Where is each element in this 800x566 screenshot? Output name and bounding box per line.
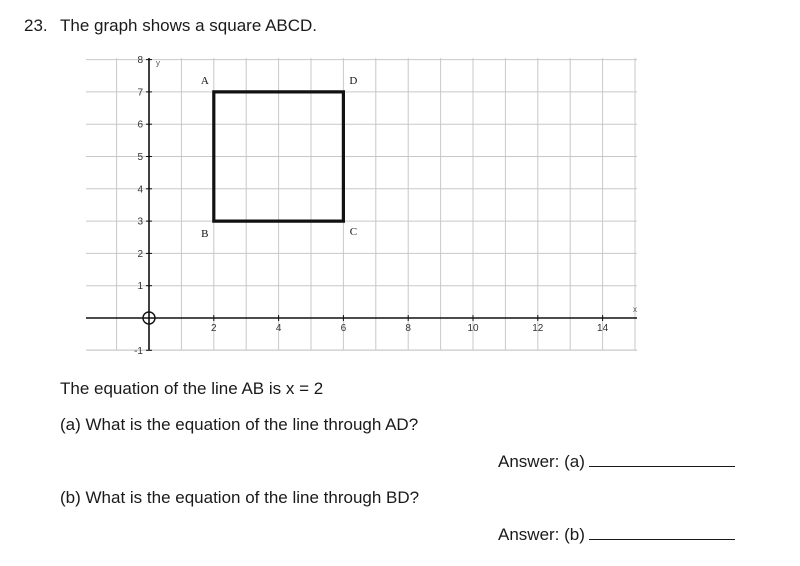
y-tick-label: 2	[137, 248, 143, 260]
answer-a-label: Answer: (a)	[498, 452, 585, 471]
question-part-b: (b) What is the equation of the line through BD?	[60, 488, 420, 507]
vertex-label-c: C	[349, 226, 358, 239]
origin-label: 0	[135, 323, 141, 333]
question-part-a: (a) What is the equation of the line through AD?	[60, 415, 419, 434]
answer-a-field[interactable]	[589, 452, 735, 467]
x-tick-label: 6	[340, 323, 347, 334]
grid	[86, 58, 637, 350]
question-prompt: The graph shows a square ABCD.	[60, 16, 318, 35]
y-tick-label: -1	[134, 345, 143, 357]
y-tick-label: 7	[137, 87, 143, 99]
axes	[86, 58, 637, 350]
y-tick-label: 5	[137, 152, 143, 163]
question-number: 23.	[24, 16, 48, 35]
x-tick-label: 14	[597, 323, 609, 334]
x-tick-label: 12	[532, 323, 544, 334]
y-tick-label: 6	[137, 119, 143, 131]
y-axis-label: y	[156, 58, 160, 68]
answer-b-field[interactable]	[589, 525, 735, 540]
x-tick-label: 10	[467, 323, 479, 334]
vertex-labels	[201, 75, 358, 240]
x-tick-label: 8	[405, 323, 411, 334]
vertex-label-d: D	[349, 74, 358, 87]
x-tick-label: 2	[211, 323, 217, 334]
x-tick-label: 4	[275, 323, 282, 334]
x-axis-label: x	[633, 305, 637, 314]
answer-a	[498, 452, 735, 472]
line-ab-statement: The equation of the line AB is x = 2	[60, 379, 324, 398]
y-tick-label: 3	[137, 216, 143, 228]
y-tick-label: 1	[137, 281, 143, 293]
y-tick-label: 8	[137, 55, 143, 67]
vertex-label-a: A	[200, 74, 209, 87]
vertex-label-b: B	[201, 228, 209, 241]
tick-labels	[134, 55, 637, 357]
y-tick-label: 4	[137, 184, 143, 196]
answer-b	[498, 525, 735, 545]
answer-b-label: Answer: (b)	[498, 525, 585, 544]
